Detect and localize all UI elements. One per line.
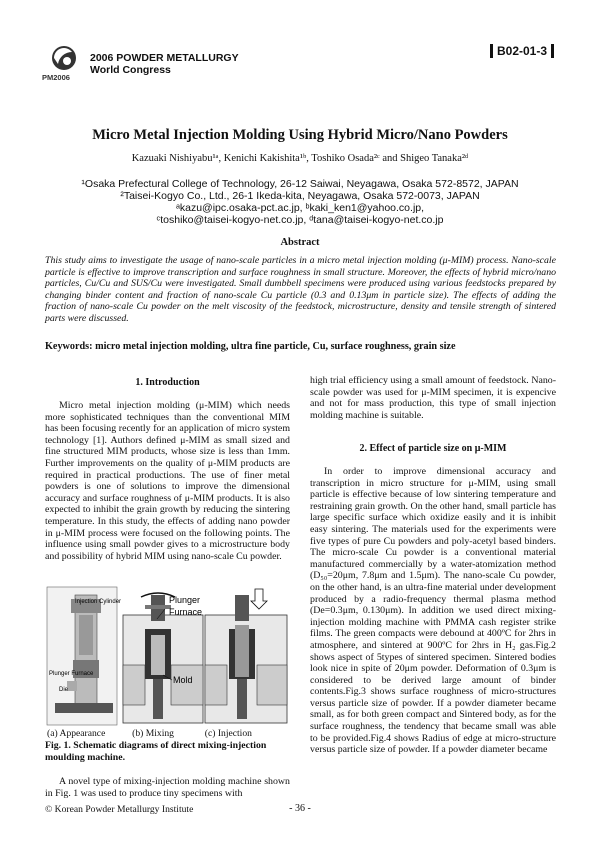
figure-1-diagram (45, 585, 290, 737)
label-die: Die (59, 687, 69, 693)
subcaption-b: (b) Mixing (132, 728, 174, 739)
conference-name (90, 52, 239, 76)
figure-1-subcaptions (47, 728, 292, 739)
author-list: Kazuaki Nishiyabu¹ᵃ, Kenichi Kakishita¹ᵇ, Toshiko Osada²ᶜ and Shigeo Tanaka²ᵈ (131, 153, 469, 164)
right-column-paragraph-0: high trial efficiency using a small amount of feedstock. Nano-scale powder was used for μ-MIM specimen, it is expencive and not for mass production, this type of small injection molding machine is suitable. (310, 375, 556, 421)
section-1-paragraph-1: Micro metal injection molding (μ-MIM) which needs more sophisticated techniques than the conventional MIM has been focusing recently for an application of micro system technology [1]. Authors defined μ-MIM as small sized and fine structured MIM products, whose size is less than 1mm. Further improvements on the quality of μ-MIM products are required in practical productions. The use of finer metal powders is one of solutions to improve the dimensional accuracy and surface roughness of μ-MIM products. It is also expected to inhibit the grain growth by reducing the sintering temperature. In this study, the effects of adding nano powder in μ-MIM process were focused on the following points. The influence using small powder gives to a microstructure body and possibility of hybrid MIM using nano-scale Cu powder. (45, 400, 290, 562)
subcaption-c: (c) Injection (204, 728, 252, 739)
email-line-2: ᶜtoshiko@taisei-kogyo-net.co.jp, ᵈtana@taisei-kogyo-net.co.jp (156, 214, 444, 226)
figure-1-caption: Fig. 1. Schematic diagrams of direct mixing-injection moulding machine. (45, 740, 267, 763)
affiliation-2: ²Taisei-Kogyo Co., Ltd., 26-1 Ikeda-kita, Neyagawa, Osaka 572-0073, JAPAN (120, 190, 480, 202)
section-1-paragraph-2: A novel type of mixing-injection molding machine shown in Fig. 1 was used to produce tiny specimens with (45, 776, 290, 799)
machine-appearance-image (47, 587, 117, 725)
abstract-text: This study aims to investigate the usage of nano-scale particles in a micro metal injection molding (μ-MIM) process. Nano-scale particle is effective to improve transcription and surface roughness in small structure. Moreover, the effects of hybrid micro/nano particles, Cu/Cu and SUS/Cu were investigated. Small dumbbell specimens were produced using various feedstocks prepared by changing binder content and fraction of nano-scale Cu particle (0.3 and 0.13μm in particle size). The effects of adding the fraction of nano-scale Cu powder on the melt viscosity of the feedstock, microstructure, density and tensile strength of sintered parts were discussed. (45, 255, 556, 324)
paper-code: B02-01-3 (490, 44, 554, 58)
label-plunger-furnace-small: Plunger Furnace (49, 671, 94, 677)
conference-line2: World Congress (90, 64, 171, 76)
label-furnace: Furnace (169, 607, 203, 617)
page-number: - 36 - (289, 803, 311, 814)
copyright-footer: © Korean Powder Metallurgy Institute (45, 804, 194, 815)
affiliations (0, 178, 600, 226)
label-injection-cylinder: Injection Cylinder (75, 599, 122, 605)
paper-title: Micro Metal Injection Molding Using Hybrid Micro/Nano Powders (92, 127, 508, 143)
section-2-heading: 2. Effect of particle size on μ-MIM (359, 443, 507, 454)
conference-line1: 2006 POWDER METALLURGY (90, 52, 239, 64)
subcaption-a: (a) Appearance (47, 728, 106, 739)
email-line-1: ᵃkazu@ipc.osaka-pct.ac.jp, ᵇkaki_ken1@yahoo.co.jp, (175, 202, 425, 214)
label-mold: Mold (173, 675, 193, 685)
affiliation-1: ¹Osaka Prefectural College of Technology, 26-12 Saiwai, Neyagawa, Osaka 572-8572, JAPAN (81, 178, 519, 190)
logo-text: PM2006 (42, 73, 70, 82)
label-plunger: Plunger (169, 595, 201, 605)
abstract-heading: Abstract (280, 237, 320, 248)
keywords: Keywords: micro metal injection molding, ultra fine particle, Cu, surface roughness, grain size (45, 341, 456, 352)
section-2-paragraph-1: In order to improve dimensional accuracy and transcription in micro structure for μ-MIM, using small particle is effective because of low sintering temperature and restraining grain growth. On the other hand, small particle has large specific surface which oxidize easily and it is inhibit easy sintering. The materials used for the experiments were five types of pure Cu powders and poly-acetyl based binders. The micro-scale Cu powder is a conventional material manufactured commercially by a water-atomization method (D₅₀=20μm, 7.8μm and 1.5μm). The nano-scale Cu powder, on the other hand, is an ultra-fine material under development produced by a radio-frequency thermal plasma method (De=0.3μm, 0.130μm). In addition we used direct mixing-injection molding machine with PMMA cash register strike films. The green compacts were debound at 400ºC for 2hrs in atmosphere, and sintered at 900ºC for 2hrs in H₂ gas.Fig.2 shows aspect of 5types of sintered specimen. Sintered bodies look nice in spite of 20μm powder. Deformation of 0.3μm is considered to be derived large amount of binder contents.Fig.3 shows surface roughness of micro-structures versus particle size of powder. If a powder diameter became small, as for both green compact and Sintered body, as for the surface roughness, the tendency that became small was able to be provided.Fig.4 shows Radius of edge at micro-structure versus particle size of powder. If a powder diameter became (310, 466, 556, 756)
section-1-heading: 1. Introduction (135, 377, 200, 388)
injection-schematic (205, 589, 287, 723)
